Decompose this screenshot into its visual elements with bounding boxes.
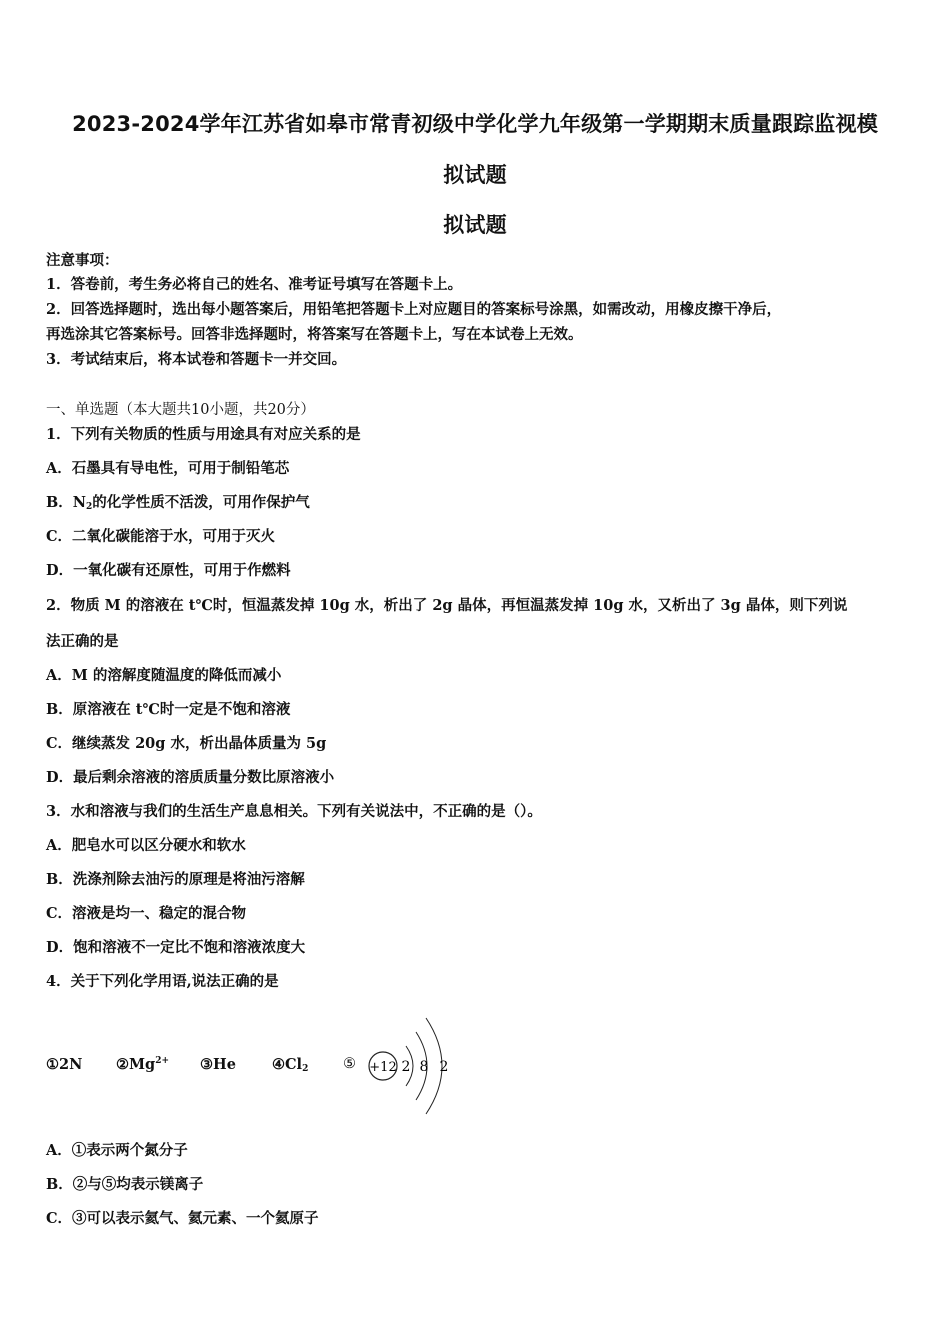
q1-option-b: B．$N_2$的化学性质不活泼，可用作保护气 bbox=[46, 494, 310, 512]
symbol-mg-ion: $②Mg^{2+}$ bbox=[116, 1056, 170, 1073]
q1-option-c: C．二氧化碳能溶于水，可用于灭火 bbox=[46, 528, 276, 545]
symbol-2n: ①2N bbox=[46, 1056, 83, 1073]
notice-heading: 注意事项： bbox=[46, 252, 119, 269]
question-1-stem: 1．下列有关物质的性质与用途具有对应关系的是 bbox=[46, 426, 361, 443]
symbol-5-label: ⑤ bbox=[343, 1056, 356, 1072]
magnesium-atom-structure-diagram bbox=[340, 1002, 470, 1126]
shell-3-electrons: 2 bbox=[439, 1059, 449, 1075]
notice-item-1: 1．答卷前，考生务必将自己的姓名、准考证号填写在答题卡上。 bbox=[46, 276, 463, 293]
shell-2-electrons: 8 bbox=[419, 1059, 429, 1075]
q2-option-d: D．最后剩余溶液的溶质质量分数比原溶液小 bbox=[46, 769, 335, 786]
q3-option-b: B．洗涤剂除去油污的原理是将油污溶解 bbox=[46, 871, 305, 888]
q4-option-b: B．②与⑤均表示镁离子 bbox=[46, 1176, 204, 1193]
q2-option-b: B．原溶液在 t℃时一定是不饱和溶液 bbox=[46, 701, 291, 718]
exam-subtitle: 拟试题 bbox=[443, 213, 507, 237]
notice-item-2b: 再选涂其它答案标号。回答非选择题时，将答案写在答题卡上，写在本试卷上无效。 bbox=[46, 326, 583, 343]
question-2-stem-a: 2．物质 M 的溶液在 t℃时，恒温蒸发掉 10g 水，析出了 2g 晶体，再恒温蒸发掉 10g 水，又析出了 3g 晶体，则下列说 bbox=[46, 597, 848, 614]
q3-option-c: C．溶液是均一、稳定的混合物 bbox=[46, 905, 247, 922]
section-heading: 一、单选题（本大题共10小题，共20分） bbox=[46, 402, 315, 418]
question-2-stem-b: 法正确的是 bbox=[46, 633, 119, 650]
nucleus-charge: +12 bbox=[369, 1060, 397, 1075]
notice-item-2a: 2．回答选择题时，选出每小题答案后，用铅笔把答题卡上对应题目的答案标号涂黑，如需改动，用橡皮擦干净后， bbox=[46, 301, 782, 318]
q3-option-d: D．饱和溶液不一定比不饱和溶液浓度大 bbox=[46, 939, 306, 956]
exam-title-line-1: 2023-2024学年江苏省如皋市常青初级中学化学九年级第一学期期末质量跟踪监视模 bbox=[72, 112, 878, 136]
notice-item-3: 3．考试结束后，将本试卷和答题卡一并交回。 bbox=[46, 351, 347, 368]
q1-option-d: D．一氧化碳有还原性，可用于作燃料 bbox=[46, 562, 291, 579]
exam-title-line-2: 拟试题 bbox=[443, 163, 507, 187]
q4-option-c: C．③可以表示氦气、氦元素、一个氦原子 bbox=[46, 1210, 319, 1227]
symbol-he: ③He bbox=[200, 1056, 236, 1073]
shell-1-electrons: 2 bbox=[401, 1059, 411, 1075]
q4-option-a: A．①表示两个氮分子 bbox=[46, 1142, 188, 1159]
question-3-stem: 3．水和溶液与我们的生活生产息息相关。下列有关说法中，不正确的是（）。 bbox=[46, 803, 542, 820]
q2-option-c: C．继续蒸发 20g 水，析出晶体质量为 5g bbox=[46, 735, 327, 752]
q2-option-a: A．M 的溶解度随温度的降低而减小 bbox=[46, 667, 282, 684]
q1-option-a: A．石墨具有导电性，可用于制铅笔芯 bbox=[46, 460, 290, 477]
symbol-cl2: $④Cl_2$ bbox=[272, 1056, 309, 1074]
q3-option-a: A．肥皂水可以区分硬水和软水 bbox=[46, 837, 246, 854]
question-4-stem: 4．关于下列化学用语,说法正确的是 bbox=[46, 973, 279, 990]
